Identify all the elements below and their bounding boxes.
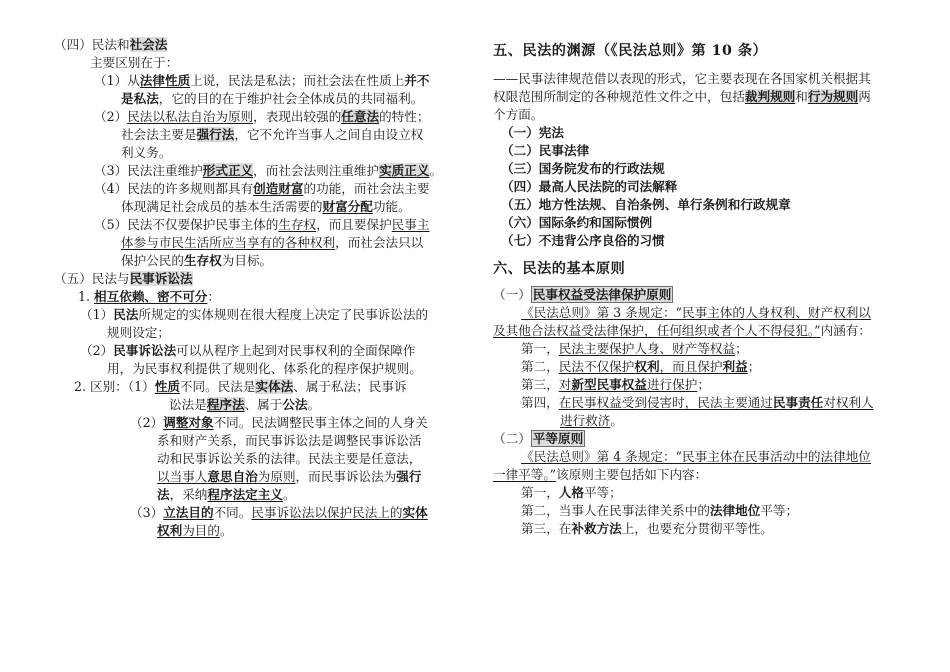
s4-point-4: （4）民法的许多规则都具有创造财富的功能，而社会法主要 体现满足社会成员的基本生活需要的财富分配功能。: [94, 181, 430, 214]
principle-1-heading: （一） 民事权益受法律保护原则: [493, 287, 672, 302]
s5-diff-3: （3）立法目的不同。民事诉讼法以保护民法上的实体 权利为目的。: [130, 505, 428, 538]
s5-diff-2: （2）调整对象不同。民法调整民事主体之间的人身关 系和财产关系，而民事诉讼法是调整民事诉讼活 动和民事诉讼关系的法律。民法主要是任意法， 以当事人意思自治为原则，而民事诉讼法为强行 法，采纳程序法定主义。: [130, 415, 428, 502]
section-5-heading: （五）民法与民事诉讼法: [54, 271, 193, 286]
s4-point-1: （1）从法律性质上说，民法是私法；而社会法在性质上并不 是私法，它的目的在于维护社会全体成员的共同福利。: [94, 73, 430, 106]
principle-2-heading: （二） 平等原则: [493, 431, 584, 446]
sources-list: [501, 124, 905, 250]
s4-point-5: （5）民法不仅要保护民事主体的生存权，而且要保护民事主 体参与市民生活所应当享有的各种权利，而社会法只以 保护公民的生存权为目标。: [94, 217, 430, 268]
heading-keyword: 社会法: [129, 37, 168, 52]
section-4-heading: [54, 36, 454, 54]
principle-2: （二） 平等原则 《民法总则》第 4 条规定：“民事主体在民事活动中的法律地位 一律平等。”该原则主要包括如下内容： 第一，人格平等； 第二，当事人在民事法律关系中的法律地位平等； 第三，在补救方法上，也要充分贯彻平等性。: [493, 430, 905, 538]
source-item: （七）不违背公序良俗的习惯: [501, 233, 665, 248]
section-6-title: 六、民法的基本原则: [493, 261, 626, 277]
section-5-title: 五、民法的渊源（《民法总则》第 10 条）: [493, 43, 768, 59]
right-column: [493, 40, 905, 538]
s5-subheading-1: 1. 相互依赖、密不可分：: [78, 289, 220, 304]
s5-q2: （2）民事诉讼法可以从程序上起到对民事权利的全面保障作 用，为民事权利提供了规则化、体系化的程序保护规则。: [80, 343, 422, 376]
sources-intro: ——民事法律规范借以表现的形式，它主要表现在各国家机关根据其 权限范围所制定的各种规范性文件之中，包括裁判规则和行为规则两 个方面。: [493, 71, 871, 122]
heading-text: （四）民法和: [54, 37, 130, 52]
source-item: （三）国务院发布的行政法规: [501, 161, 665, 176]
source-item: （二）民事法律: [501, 143, 590, 158]
s4-point-2: （2）民法以私法自治为原则，表现出较强的任意法的特性； 社会法主要是强行法，它不允许当事人之间自由设立权 利义务。: [94, 109, 430, 160]
s5-diff-1: 2. 区别：（1）性质不同。民法是实体法、属于私法；民事诉 讼法是程序法、属于公法。: [74, 379, 407, 412]
s4-point-3: （3）民法注重维护形式正义，而社会法则注重维护实质正义。: [94, 163, 443, 178]
source-item: （六）国际条约和国际惯例: [501, 215, 653, 230]
principle-1: （一） 民事权益受法律保护原则 《民法总则》第 3 条规定：“民事主体的人身权利、财产权利以 及其他合法权益受法律保护，任何组织或者个人不得侵犯。”内涵有： 第一，民法主要保护人身、财产等权益； 第二，民法不仅保护权利，而且保护利益； 第三，对新型民事权益进行保护； 第四，在民事权益受到侵害时，民法主要通过民事责任对权利人 进行救济。: [493, 286, 905, 430]
section-4-intro: 主要区别在于：: [90, 55, 179, 70]
source-item: （五）地方性法规、自治条例、单行条例和行政规章: [501, 197, 791, 212]
left-column: [54, 36, 454, 540]
s5-q1: （1）民法所规定的实体规则在很大程度上决定了民事诉讼法的 规则设定；: [80, 307, 429, 340]
source-item: （一）宪法: [501, 125, 564, 140]
source-item: （四）最高人民法院的司法解释: [501, 179, 678, 194]
